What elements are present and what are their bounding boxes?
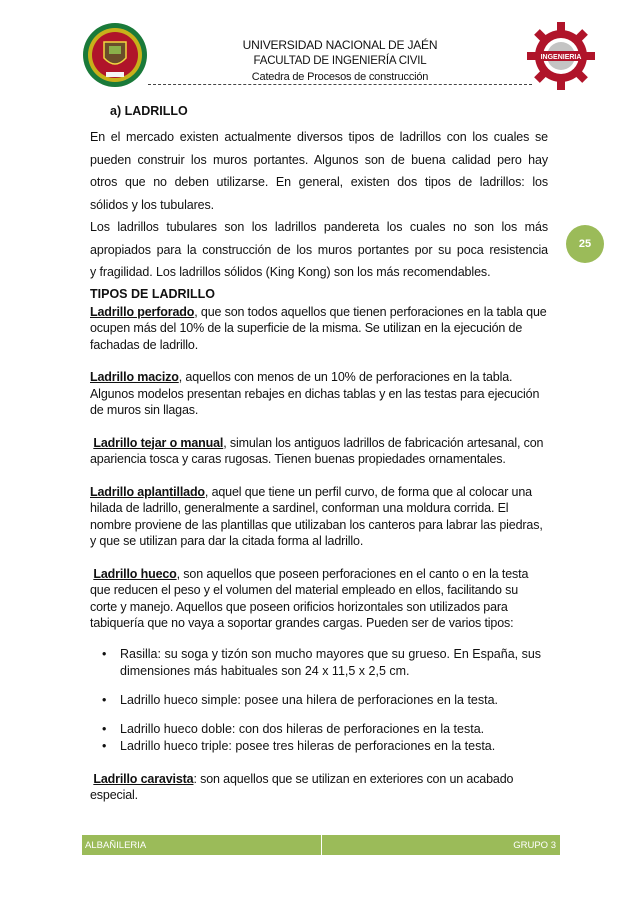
type-item <box>90 369 548 419</box>
header-faculty: FACULTAD DE INGENIERÍA CIVIL <box>253 55 427 67</box>
bullet-icon: • <box>102 738 107 753</box>
para2-line: Los ladrillos tubulares son los ladrillos pandereta los cuales no son los más <box>90 220 548 234</box>
bullet-list <box>90 646 548 755</box>
type-desc: , son aquellos que poseen perforaciones en el canto o en la testa que reducen el peso y el volumen del material empleado en ellos, facilitando su corte y manejo. Aquellos que poseen orificios horizontales son utilizados para tabiquería que no vaya a soportar grandes cargas. Pueden ser de varios tipos: <box>90 566 529 630</box>
university-seal-logo <box>82 22 148 88</box>
type-item <box>90 304 548 354</box>
list-item: • Ladrillo hueco triple: posee tres hileras de perforaciones en la testa. <box>102 738 496 753</box>
bullet-icon: • <box>102 721 107 736</box>
type-desc: : son aquellos que se utilizan en exteriores con un acabado especial. <box>90 771 514 802</box>
type-term: Ladrillo caravista <box>93 771 194 786</box>
type-desc: , aquellos con menos de un 10% de perforaciones en la tabla. Algunos modelos presentan rebajes en dichas tablas y en las testas para ejecución de muros sin llagas. <box>90 370 540 417</box>
header-course: Catedra de Procesos de construcción <box>251 71 429 83</box>
type-item <box>90 484 548 550</box>
type-term: Ladrillo hueco <box>93 566 177 581</box>
para1-line: otros que no deben utilizarse. En general, existen dos tipos de ladrillos: los <box>90 175 548 189</box>
list-item: • Ladrillo hueco doble: con dos hileras de perforaciones en la testa. <box>102 721 485 736</box>
section-title: a) LADRILLO <box>110 104 188 118</box>
page-footer <box>82 835 560 855</box>
type-item <box>90 566 548 632</box>
footer-right: GRUPO 3 <box>513 839 556 851</box>
para2-line: apropiados para la construcción de los muros portantes por su poca resistencia <box>90 242 548 257</box>
para1-line: En el mercado existen actualmente diversos tipos de ladrillos con los cuales se <box>90 130 548 144</box>
bullet-icon: • <box>102 646 107 661</box>
type-item <box>90 771 548 804</box>
header-university: UNIVERSIDAD NACIONAL DE JAÉN <box>242 38 438 52</box>
type-term: Ladrillo macizo <box>90 370 179 384</box>
para2-line: y fragilidad. Los ladrillos sólidos (King Kong) son los más recomendables. <box>90 265 491 279</box>
type-desc: , simulan los antiguos ladrillos de fabricación artesanal, con apariencia tosca y caras rugosas. Tienen buenas propiedades ornamentales. <box>90 435 544 466</box>
type-desc: , que son todos aquellos que tienen perforaciones en la tabla que ocupen más del 10% de la superficie de la misma. Se utilizan en la ejecución de fachadas de ladrillo. <box>90 304 547 352</box>
type-term: Ladrillo perforado <box>90 304 195 319</box>
list-item: • Rasilla: su soga y tizón son mucho mayores que su grueso. En España, sus dimensiones más habituales son 24 x 11,5 x 2,5 cm. <box>102 646 542 678</box>
type-desc: , aquel que tiene un perfil curvo, de forma que al colocar una hilada de ladrillo, generalmente a sardinel, conforman una moldura corrida. El nombre proviene de las plantillas que utilizaban los canteros para labrar las piedras, y que se utilizan para dar la citada forma al ladrillo. <box>90 484 543 548</box>
type-term: Ladrillo aplantillado <box>90 484 205 499</box>
bullet-icon: • <box>102 692 107 707</box>
footer-left: ALBAÑILERIA <box>82 835 322 855</box>
document-body <box>90 100 548 820</box>
para1-line: pueden construir los muros portantes. Algunos son de buena calidad pero hay <box>90 152 548 167</box>
page-number-badge: 25 <box>566 225 604 263</box>
para1-line: sólidos y los tubulares. <box>90 197 215 212</box>
type-term: Ladrillo tejar o manual <box>93 435 224 450</box>
list-item: • Ladrillo hueco simple: posee una hilera de perforaciones en la testa. <box>102 692 499 707</box>
types-heading: TIPOS DE LADRILLO <box>90 286 215 301</box>
logo-text: INGENIERIA <box>540 54 582 61</box>
type-item <box>90 435 548 468</box>
header-divider <box>148 84 532 85</box>
engineering-gear-logo <box>525 20 597 92</box>
